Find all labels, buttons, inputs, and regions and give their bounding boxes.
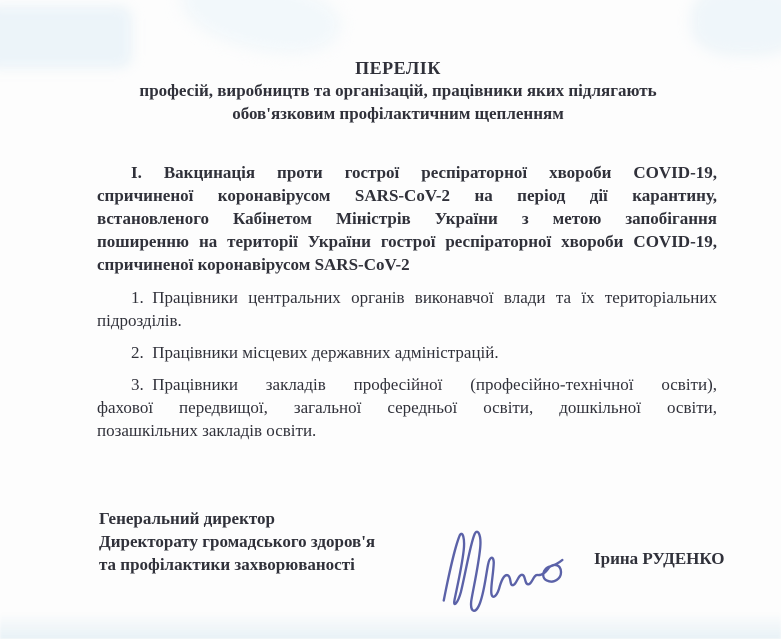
document-title: ПЕРЕЛІК (355, 58, 441, 78)
paragraph-line: спричиненої коронавірусом SARS-CoV-2 на період дії карантину, (97, 186, 717, 205)
handwritten-signature-icon (431, 517, 574, 622)
list-item-3 (97, 373, 717, 442)
document-header (80, 56, 716, 125)
signer-name: Ірина РУДЕНКО (594, 549, 725, 568)
signer-position-line: Генеральний директор (99, 509, 275, 528)
section-1-vaccination-paragraph (97, 161, 717, 276)
document-subtitle-line: обов'язковим профілактичним щепленням (232, 103, 564, 123)
paragraph-line: встановленого Кабінетом Міністрів України з метою запобігання (97, 209, 717, 228)
document-subtitle-line: професій, виробництв та організацій, працівники яких підлягають (139, 81, 657, 100)
list-item-line: позашкільних закладів освіти. (97, 421, 317, 440)
signer-position-line: Директорату громадського здоров'я (99, 532, 376, 551)
list-item-line: фахової передвищої, загальної середньої освіти, дошкільної освіти, (97, 398, 717, 417)
list-item-line: підрозділів. (97, 311, 182, 330)
list-item-line: 2. Працівники місцевих державних адміністрацій. (131, 343, 499, 362)
signature-stroke (440, 527, 564, 612)
list-item-1 (97, 286, 717, 332)
paragraph-line: поширенню на території України гострої респіраторної хвороби COVID-19, (97, 232, 717, 251)
list-item-line: 1. Працівники центральних органів виконавчої влади та їх територіальних (131, 288, 717, 307)
paragraph-line: І. Вакцинація проти гострої респіраторної хвороби COVID-19, (131, 163, 717, 182)
scan-artifact-bottom-edge (0, 613, 781, 639)
signer-position (99, 507, 439, 576)
scan-artifact-top-right (691, 0, 781, 56)
paragraph-line: спричиненої коронавірусом SARS-CoV-2 (97, 255, 410, 274)
signer-position-line: та профілактики захворюваності (99, 555, 355, 574)
list-item-2 (97, 341, 717, 364)
list-item-line: 3. Працівники закладів професійної (професійно-технічної освіти), (131, 375, 717, 394)
